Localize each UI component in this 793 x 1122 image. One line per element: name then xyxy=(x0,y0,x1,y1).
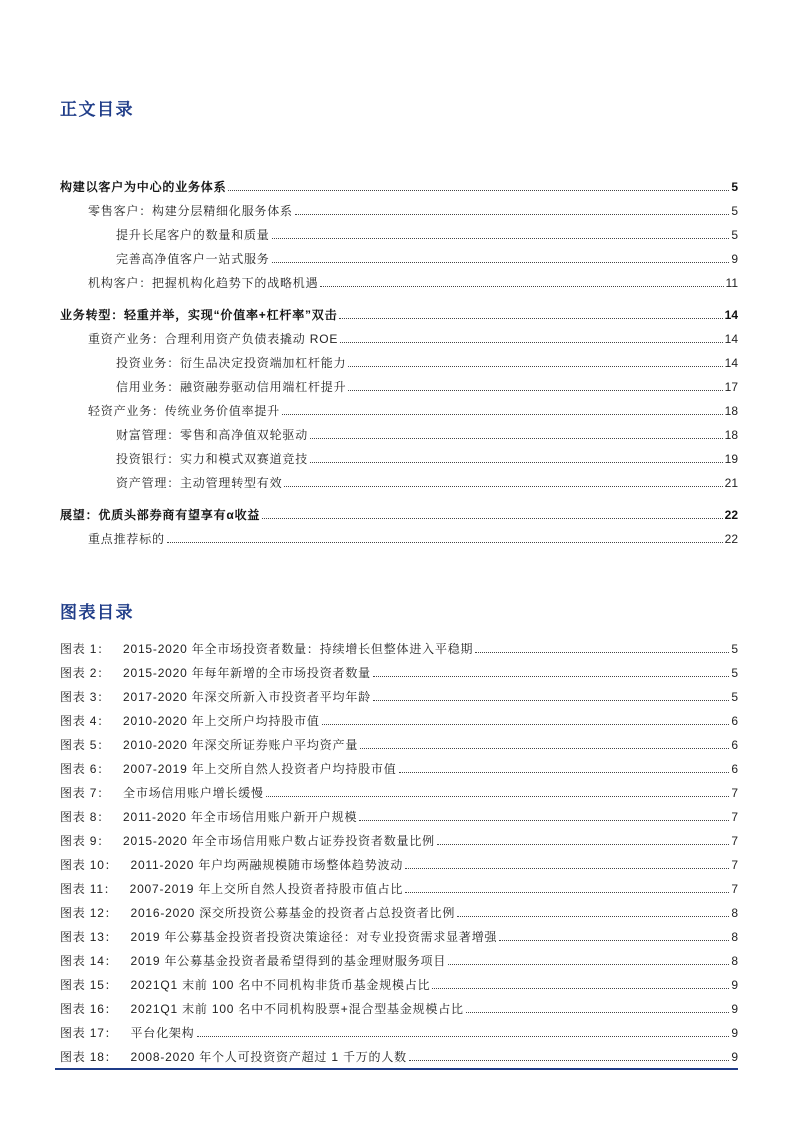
dot-leader xyxy=(348,366,722,367)
toc-entry-page: 19 xyxy=(724,452,738,466)
toc-entry[interactable] xyxy=(60,351,738,375)
dot-leader xyxy=(448,964,729,965)
figure-entry-title: 2021Q1 末前 100 名中不同机构非货币基金规模占比 xyxy=(130,978,431,992)
toc-entry-page: 5 xyxy=(731,180,738,194)
toc-entry[interactable] xyxy=(60,423,738,447)
toc-entry-page: 5 xyxy=(731,228,738,242)
toc-entry-title: 信用业务：融资融券驱动信用端杠杆提升 xyxy=(116,380,347,394)
figure-entry-page: 7 xyxy=(731,786,738,800)
toc-entry-title: 重资产业务：合理利用资产负债表撬动 ROE xyxy=(88,332,339,346)
figure-entry-title: 2008-2020 年个人可投资资产超过 1 千万的人数 xyxy=(130,1050,407,1064)
figure-entry-title: 2019 年公募基金投资者投资决策途径：对专业投资需求显著增强 xyxy=(130,930,498,944)
toc-entry-title: 零售客户：构建分层精细化服务体系 xyxy=(88,204,293,218)
figure-entry-page: 5 xyxy=(731,642,738,656)
toc-entry[interactable] xyxy=(60,175,738,199)
figure-entry-label: 图表 13： xyxy=(60,930,118,944)
figure-entry-page: 7 xyxy=(731,858,738,872)
dot-leader xyxy=(399,772,730,773)
dot-leader xyxy=(457,916,729,917)
figure-entry-title: 2015-2020 年全市场信用账户数占证券投资者数量比例 xyxy=(123,834,435,848)
toc-entry-title: 机构客户：把握机构化趋势下的战略机遇 xyxy=(88,276,319,290)
dot-leader xyxy=(437,844,729,845)
dot-leader xyxy=(475,652,729,653)
dot-leader xyxy=(266,796,729,797)
figure-entry-label: 图表 2： xyxy=(60,666,111,680)
dot-leader xyxy=(360,748,729,749)
figure-entry[interactable] xyxy=(60,637,738,661)
toc-entry-page: 22 xyxy=(724,508,738,522)
toc-entry-page: 14 xyxy=(724,308,738,322)
figure-entry[interactable] xyxy=(60,757,738,781)
toc-entry[interactable] xyxy=(60,471,738,495)
figure-entry-page: 9 xyxy=(731,978,738,992)
toc-entry-title: 轻资产业务：传统业务价值率提升 xyxy=(88,404,281,418)
figure-entry[interactable] xyxy=(60,853,738,877)
figure-entry-label: 图表 16： xyxy=(60,1002,118,1016)
figure-entry[interactable] xyxy=(60,661,738,685)
toc-entry-title: 业务转型：轻重并举，实现“价值率+杠杆率”双击 xyxy=(60,308,338,322)
dot-leader xyxy=(284,486,722,487)
toc-heading: 正文目录 xyxy=(60,100,134,119)
toc-entry-title: 财富管理：零售和高净值双轮驱动 xyxy=(116,428,309,442)
dot-leader xyxy=(466,1012,729,1013)
figure-entry-title: 2011-2020 年全市场信用账户新开户规模 xyxy=(123,810,358,824)
figure-entry[interactable] xyxy=(60,973,738,997)
figure-entry-title: 2015-2020 年全市场投资者数量：持续增长但整体进入平稳期 xyxy=(123,642,474,656)
toc-entry[interactable] xyxy=(60,447,738,471)
dot-leader xyxy=(310,462,723,463)
figure-entry-label: 图表 11： xyxy=(60,882,117,896)
figure-entry-page: 5 xyxy=(731,666,738,680)
dot-leader xyxy=(499,940,729,941)
dot-leader xyxy=(373,700,729,701)
dot-leader xyxy=(339,318,722,319)
figure-entry-title: 2015-2020 年每年新增的全市场投资者数量 xyxy=(123,666,371,680)
toc-entry-title: 构建以客户为中心的业务体系 xyxy=(60,180,227,194)
dot-leader xyxy=(322,724,730,725)
figure-entry-title: 2011-2020 年户均两融规模随市场整体趋势波动 xyxy=(130,858,404,872)
toc-entry-title: 投资业务：衍生品决定投资端加杠杆能力 xyxy=(116,356,347,370)
figure-entry-label: 图表 9： xyxy=(60,834,111,848)
figure-entry-label: 图表 7： xyxy=(60,786,111,800)
figure-entry-page: 6 xyxy=(731,714,738,728)
dot-leader xyxy=(167,542,723,543)
toc-entry[interactable] xyxy=(60,303,738,327)
figure-entry-label: 图表 18： xyxy=(60,1050,118,1064)
dot-leader xyxy=(310,438,723,439)
figure-entry[interactable] xyxy=(60,805,738,829)
dot-leader xyxy=(373,676,729,677)
figure-entry-title: 2010-2020 年上交所户均持股市值 xyxy=(123,714,320,728)
figure-entry-title: 2007-2019 年上交所自然人投资者户均持股市值 xyxy=(123,762,397,776)
figure-entry[interactable] xyxy=(60,925,738,949)
figure-entry[interactable] xyxy=(60,709,738,733)
figure-entry[interactable] xyxy=(60,1021,738,1045)
toc-entry-title: 投资银行：实力和模式双赛道竞技 xyxy=(116,452,309,466)
figure-entry-page: 6 xyxy=(731,762,738,776)
figure-entry-title: 全市场信用账户增长缓慢 xyxy=(123,786,264,800)
toc-entry[interactable] xyxy=(60,199,738,223)
toc-list xyxy=(60,175,738,551)
figure-entry-page: 6 xyxy=(731,738,738,752)
figure-entry-page: 8 xyxy=(731,906,738,920)
figure-entry-label: 图表 17： xyxy=(60,1026,118,1040)
figure-entry-page: 9 xyxy=(731,1050,738,1064)
dot-leader xyxy=(348,390,722,391)
figure-entry-page: 7 xyxy=(731,810,738,824)
figure-entry[interactable] xyxy=(60,901,738,925)
figure-entry[interactable] xyxy=(60,829,738,853)
figure-entry-page: 9 xyxy=(731,1002,738,1016)
toc-entry-page: 5 xyxy=(731,204,738,218)
toc-entry[interactable] xyxy=(60,271,738,295)
figure-entry[interactable] xyxy=(60,997,738,1021)
toc-entry-page: 17 xyxy=(724,380,738,394)
toc-entry-page: 14 xyxy=(724,332,738,346)
figure-entry-label: 图表 3： xyxy=(60,690,111,704)
figure-list xyxy=(60,637,738,1069)
figure-entry-title: 2016-2020 深交所投资公募基金的投资者占总投资者比例 xyxy=(130,906,456,920)
toc-entry-page: 18 xyxy=(724,428,738,442)
dot-leader xyxy=(272,262,730,263)
dot-leader xyxy=(405,892,729,893)
toc-entry-title: 重点推荐标的 xyxy=(88,532,165,546)
toc-entry-page: 11 xyxy=(725,276,738,290)
figure-entry[interactable] xyxy=(60,781,738,805)
toc-entry[interactable] xyxy=(60,327,738,351)
figure-entry[interactable] xyxy=(60,733,738,757)
figure-entry-label: 图表 8： xyxy=(60,810,111,824)
toc-entry-page: 22 xyxy=(724,532,738,546)
toc-entry[interactable] xyxy=(60,527,738,551)
dot-leader xyxy=(272,238,730,239)
figure-entry-page: 8 xyxy=(731,930,738,944)
figure-entry-title: 平台化架构 xyxy=(130,1026,195,1040)
toc-entry[interactable] xyxy=(60,223,738,247)
figure-entry-page: 8 xyxy=(731,954,738,968)
figure-entry-title: 2010-2020 年深交所证券账户平均资产量 xyxy=(123,738,359,752)
figure-entry-label: 图表 15： xyxy=(60,978,118,992)
figure-entry-title: 2021Q1 末前 100 名中不同机构股票+混合型基金规模占比 xyxy=(130,1002,464,1016)
figure-entry-title: 2019 年公募基金投资者最希望得到的基金理财服务项目 xyxy=(130,954,447,968)
figure-entry-page: 7 xyxy=(731,834,738,848)
toc-entry[interactable] xyxy=(60,503,738,527)
toc-entry-title: 展望：优质头部券商有望享有α收益 xyxy=(60,508,261,522)
dot-leader xyxy=(340,342,723,343)
toc-entry-page: 21 xyxy=(724,476,738,490)
figure-entry[interactable] xyxy=(60,949,738,973)
figure-entry-page: 5 xyxy=(731,690,738,704)
dot-leader xyxy=(197,1036,730,1037)
figure-entry[interactable] xyxy=(60,1045,738,1069)
figure-entry-label: 图表 10： xyxy=(60,858,118,872)
figure-entry-page: 7 xyxy=(731,882,738,896)
toc-entry-title: 提升长尾客户的数量和质量 xyxy=(116,228,270,242)
figure-entry[interactable] xyxy=(60,877,738,901)
dot-leader xyxy=(228,190,729,191)
toc-entry-title: 资产管理：主动管理转型有效 xyxy=(116,476,283,490)
figure-entry-label: 图表 14： xyxy=(60,954,118,968)
dot-leader xyxy=(295,214,730,215)
figure-entry-label: 图表 4： xyxy=(60,714,111,728)
figure-entry[interactable] xyxy=(60,685,738,709)
figure-entry-title: 2017-2020 年深交所新入市投资者平均年龄 xyxy=(123,690,371,704)
toc-entry-page: 9 xyxy=(731,252,738,266)
figure-entry-label: 图表 1： xyxy=(60,642,111,656)
dot-leader xyxy=(405,868,729,869)
figure-entry-page: 9 xyxy=(731,1026,738,1040)
bottom-divider xyxy=(55,1068,738,1070)
dot-leader xyxy=(262,518,722,519)
toc-entry-title: 完善高净值客户一站式服务 xyxy=(116,252,270,266)
dot-leader xyxy=(432,988,729,989)
toc-entry-page: 18 xyxy=(724,404,738,418)
figure-entry-label: 图表 12： xyxy=(60,906,118,920)
dot-leader xyxy=(282,414,723,415)
dot-leader xyxy=(359,820,729,821)
figure-entry-title: 2007-2019 年上交所自然人投资者持股市值占比 xyxy=(129,882,404,896)
dot-leader xyxy=(409,1060,729,1061)
figure-list-heading: 图表目录 xyxy=(60,603,134,622)
figure-entry-label: 图表 5： xyxy=(60,738,111,752)
toc-entry-page: 14 xyxy=(724,356,738,370)
figure-entry-label: 图表 6： xyxy=(60,762,111,776)
toc-entry[interactable] xyxy=(60,399,738,423)
dot-leader xyxy=(320,286,723,287)
toc-entry[interactable] xyxy=(60,375,738,399)
toc-entry[interactable] xyxy=(60,247,738,271)
